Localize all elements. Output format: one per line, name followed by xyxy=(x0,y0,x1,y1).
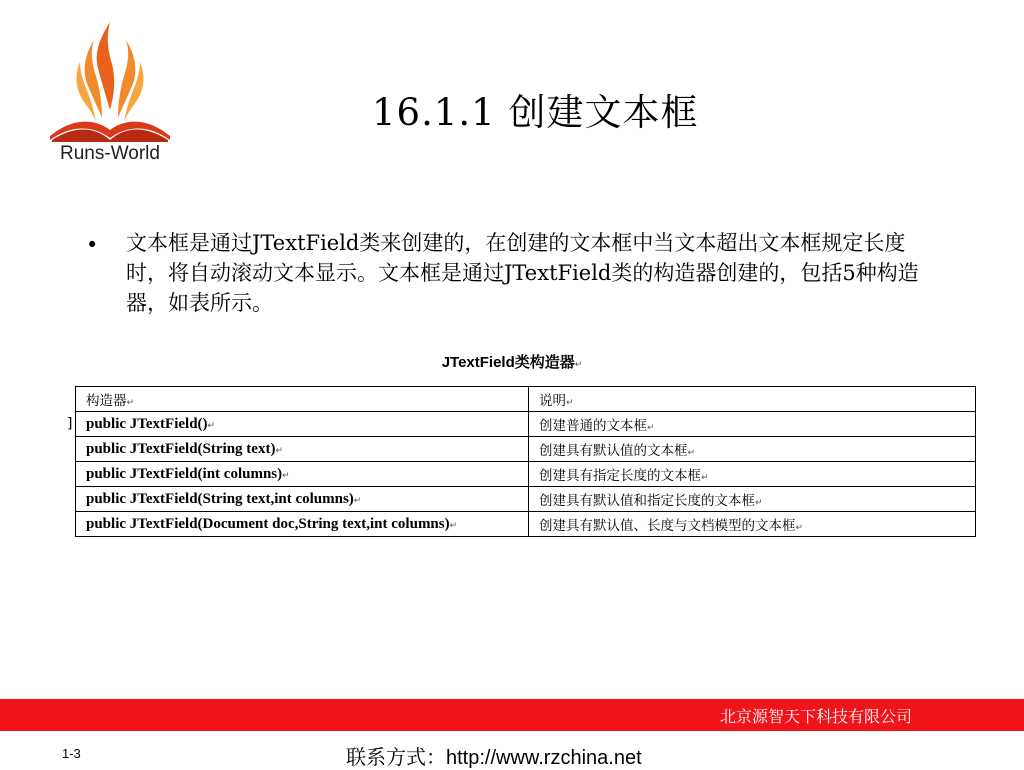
description-cell: 创建具有默认值、长度与文档模型的文本框↵ xyxy=(529,512,976,537)
header-cell: 构造器↵ xyxy=(76,387,529,412)
contact-info: 联系方式：http://www.rzchina.net xyxy=(346,747,642,769)
caption-text: JTextField类构造器 xyxy=(441,354,575,371)
constructor-cell: public JTextField(Document doc,String text,int columns)↵ xyxy=(76,512,529,537)
constructor-cell: public JTextField(String text)↵ xyxy=(76,437,529,462)
company-name: 北京源智天下科技有限公司 xyxy=(719,707,912,726)
description-cell: 创建普通的文本框↵ xyxy=(529,412,976,437)
footer-bar xyxy=(0,699,1024,731)
header-cell: 说明↵ xyxy=(529,387,976,412)
table-row xyxy=(76,512,976,537)
constructor-cell: public JTextField(int columns)↵ xyxy=(76,462,529,487)
bullet-paragraph: 文本框是通过JTextField类来创建的，在创建的文本框中当文本超出文本框规定长度时，将自动滚动文本显示。文本框是通过JTextField类的构造器创建的，包括5种构造器，如表所示。 xyxy=(126,231,919,315)
flame-book-logo-icon xyxy=(44,18,176,143)
table-row xyxy=(76,437,976,462)
table-row xyxy=(76,462,976,487)
logo-text: Runs-World xyxy=(60,143,160,164)
description-cell: 创建具有指定长度的文本框↵ xyxy=(529,462,976,487)
slide-title: 16.1.1 创建文本框 xyxy=(372,91,699,134)
description-cell: 创建具有默认值和指定长度的文本框↵ xyxy=(529,487,976,512)
table-caption xyxy=(0,351,1024,372)
return-mark: ↵ xyxy=(574,359,583,369)
page-number: 1-3 xyxy=(62,746,81,761)
table-header-row xyxy=(76,387,976,412)
table-row xyxy=(76,487,976,512)
margin-mark: ] xyxy=(67,416,73,432)
constructor-table xyxy=(75,386,976,537)
description-cell: 创建具有默认值的文本框↵ xyxy=(529,437,976,462)
constructor-cell: public JTextField(String text,int columns)↵ xyxy=(76,487,529,512)
table-row xyxy=(76,412,976,437)
runs-world-logo xyxy=(44,18,176,168)
bullet-marker: • xyxy=(86,233,99,257)
constructor-cell: public JTextField()↵ xyxy=(76,412,529,437)
